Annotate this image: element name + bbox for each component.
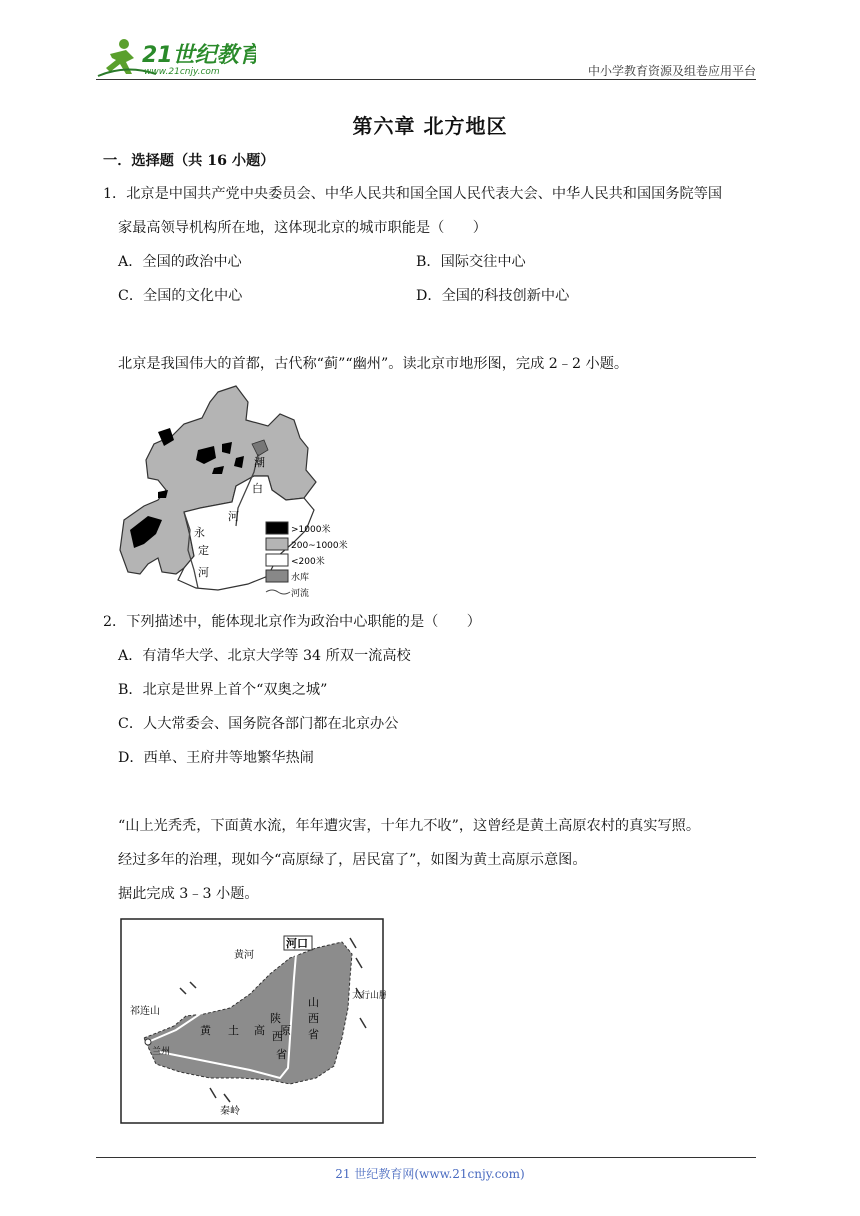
label-shanxi-2: 西 xyxy=(308,1012,319,1025)
footer-divider xyxy=(96,1157,756,1158)
river-label-he2: 河 xyxy=(198,566,209,579)
river-label-chao: 潮 xyxy=(254,456,265,469)
label-huanghe: 黄河 xyxy=(234,950,254,961)
logo-text: 21世纪教育 xyxy=(142,43,256,68)
page-title: 第六章 北方地区 xyxy=(352,114,508,138)
q1-option-b[interactable]: B．国际交往中心 xyxy=(416,254,526,270)
q1-option-d[interactable]: D．全国的科技创新中心 xyxy=(416,288,570,304)
q2-option-c[interactable]: C．人大常委会、国务院各部门都在北京办公 xyxy=(118,716,399,732)
q2-stem: 2．下列描述中，能体现北京作为政治中心职能的是（ ） xyxy=(103,614,481,630)
label-taihang: 太行山脉 xyxy=(352,991,386,1001)
q2-option-a[interactable]: A．有清华大学、北京大学等 34 所双一流高校 xyxy=(118,648,411,664)
footer-link[interactable]: 21 世纪教育网(www.21cnjy.com) xyxy=(335,1167,525,1181)
site-logo[interactable] xyxy=(96,34,256,80)
label-lanzhou: 兰州 xyxy=(152,1047,171,1057)
river-label-yong: 永 xyxy=(194,526,205,539)
q3-intro-line1: “山上光秃秃，下面黄水流，年年遭灾害，十年九不收”，这曾经是黄土高原农村的真实写照。 xyxy=(118,818,701,834)
logo-url: www.21cnjy.com xyxy=(144,67,220,77)
q3-intro-line3: 据此完成 3﹣3 小题。 xyxy=(118,886,259,902)
label-qilian: 祁连山 xyxy=(130,1006,160,1017)
beijing-terrain-map xyxy=(118,380,360,602)
q1-stem-line2: 家最高领导机构所在地，这体现北京的城市职能是（ ） xyxy=(118,220,487,236)
river-label-he1: 河 xyxy=(228,510,239,523)
label-shanxi-3: 省 xyxy=(308,1028,319,1041)
header-divider xyxy=(96,79,756,80)
loess-plateau-map xyxy=(120,918,386,1126)
map-legend xyxy=(266,522,348,599)
legend-reservoir: 水库 xyxy=(291,573,310,583)
label-plateau-2: 土 xyxy=(228,1024,239,1037)
legend-mid: 200~1000米 xyxy=(291,541,348,551)
legend-low: <200米 xyxy=(291,557,325,567)
legend-river: 河流 xyxy=(291,589,310,599)
q3-intro-line2: 经过多年的治理，现如今“高原绿了，居民富了”，如图为黄土高原示意图。 xyxy=(118,852,587,868)
label-shanxi-1: 山 xyxy=(308,996,319,1009)
q1-stem-line1: 1．北京是中国共产党中央委员会、中华人民共和国全国人民代表大会、中华人民共和国国务院等国 xyxy=(103,186,723,202)
label-plateau-3: 高 xyxy=(254,1024,265,1037)
river-label-bai: 白 xyxy=(252,482,263,495)
label-plateau-4: 原 xyxy=(280,1024,291,1037)
label-shaanxi-1: 陕 xyxy=(270,1012,281,1025)
section-heading: 一．选择题（共 16 小题） xyxy=(103,153,275,169)
label-plateau-1: 黄 xyxy=(200,1024,211,1037)
label-shaanxi-3: 省 xyxy=(276,1048,287,1061)
legend-high: >1000米 xyxy=(291,525,331,535)
label-hekou: 河口 xyxy=(286,937,308,950)
q2-option-b[interactable]: B．北京是世界上首个“双奥之城” xyxy=(118,682,328,698)
label-qinling: 秦岭 xyxy=(220,1106,240,1117)
river-label-ding: 定 xyxy=(198,544,209,557)
platform-name: 中小学教育资源及组卷应用平台 xyxy=(587,64,756,78)
q2-option-d[interactable]: D．西单、王府井等地繁华热闹 xyxy=(118,750,314,766)
label-shaanxi-2: 西 xyxy=(272,1030,283,1043)
q1-option-c[interactable]: C．全国的文化中心 xyxy=(118,288,243,304)
q2-intro: 北京是我国伟大的首都，古代称“蓟”“幽州”。读北京市地形图，完成 2﹣2 小题。 xyxy=(118,356,629,372)
q1-option-a[interactable]: A．全国的政治中心 xyxy=(118,254,242,270)
